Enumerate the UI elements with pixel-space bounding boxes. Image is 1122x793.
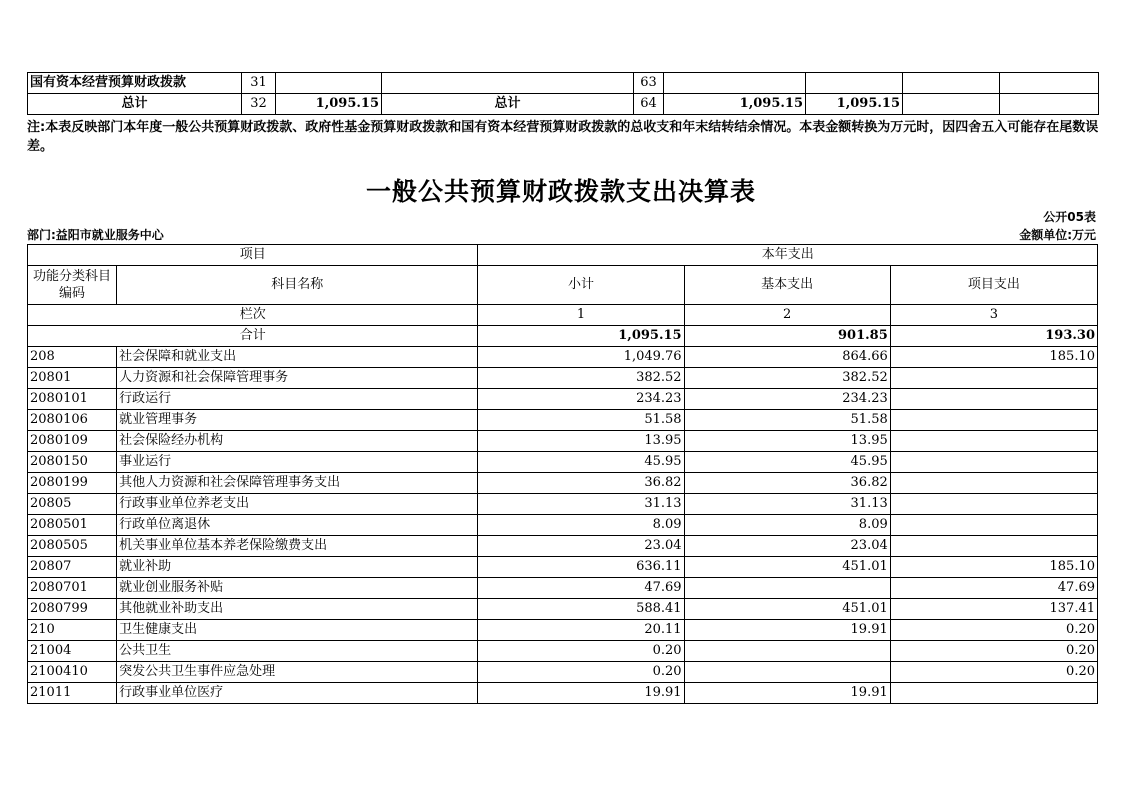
row-name: 就业补助 (117, 557, 478, 578)
row-code: 20805 (28, 494, 117, 515)
table-row (28, 515, 1098, 536)
row-name: 行政运行 (117, 389, 478, 410)
row-code: 2080109 (28, 431, 117, 452)
row-name: 社会保险经办机构 (117, 431, 478, 452)
row-basic: 31.13 (684, 494, 890, 515)
row-value (664, 73, 806, 94)
row-value (903, 73, 1000, 94)
table-row (28, 389, 1098, 410)
table-row (28, 620, 1098, 641)
row-value (903, 94, 1000, 115)
row-label: 总计 (382, 94, 634, 115)
row-code: 210 (28, 620, 117, 641)
row-code: 2080199 (28, 473, 117, 494)
row-basic: 451.01 (684, 599, 890, 620)
row-basic: 8.09 (684, 515, 890, 536)
row-value (806, 73, 903, 94)
table-row (28, 410, 1098, 431)
header-name: 科目名称 (117, 266, 478, 305)
row-subtotal: 23.04 (478, 536, 684, 557)
column-index-row (28, 305, 1098, 326)
row-project: 185.10 (890, 557, 1097, 578)
page-title: 一般公共预算财政拨款支出决算表 (365, 177, 756, 206)
row-code: 2080101 (28, 389, 117, 410)
header-code: 功能分类科目编码 (28, 266, 117, 305)
row-project: 185.10 (890, 347, 1097, 368)
row-basic: 23.04 (684, 536, 890, 557)
row-subtotal: 8.09 (478, 515, 684, 536)
income-expense-summary-table (27, 72, 1099, 115)
table-row (28, 599, 1098, 620)
row-code: 20801 (28, 368, 117, 389)
row-name: 行政事业单位养老支出 (117, 494, 478, 515)
row-project (890, 410, 1097, 431)
row-name: 卫生健康支出 (117, 620, 478, 641)
column-index-label: 栏次 (28, 305, 478, 326)
row-subtotal: 0.20 (478, 641, 684, 662)
row-subtotal: 31.13 (478, 494, 684, 515)
row-subtotal: 51.58 (478, 410, 684, 431)
row-code: 2080106 (28, 410, 117, 431)
row-project: 0.20 (890, 641, 1097, 662)
row-name: 公共卫生 (117, 641, 478, 662)
row-subtotal: 45.95 (478, 452, 684, 473)
table-row (28, 536, 1098, 557)
row-name: 社会保障和就业支出 (117, 347, 478, 368)
row-project (890, 368, 1097, 389)
row-name: 其他人力资源和社会保障管理事务支出 (117, 473, 478, 494)
row-project: 47.69 (890, 578, 1097, 599)
row-project: 0.20 (890, 662, 1097, 683)
column-index: 2 (684, 305, 890, 326)
table-note: 注:本表反映部门本年度一般公共预算财政拨款、政府性基金预算财政拨款和国有资本经营预算财政拨款的总收支和年末结转结余情况。本表金额转换为万元时，因四舍五入可能存在尾数误差。 (27, 120, 1099, 154)
row-basic (684, 578, 890, 599)
row-project (890, 683, 1097, 704)
row-name: 机关事业单位基本养老保险缴费支出 (117, 536, 478, 557)
total-row (28, 326, 1098, 347)
row-subtotal: 234.23 (478, 389, 684, 410)
table-row (28, 683, 1098, 704)
row-label: 总计 (28, 94, 242, 115)
row-basic: 19.91 (684, 683, 890, 704)
row-name: 人力资源和社会保障管理事务 (117, 368, 478, 389)
row-number: 32 (242, 94, 276, 115)
row-basic: 382.52 (684, 368, 890, 389)
row-basic: 451.01 (684, 557, 890, 578)
row-name: 事业运行 (117, 452, 478, 473)
row-subtotal: 20.11 (478, 620, 684, 641)
row-basic: 234.23 (684, 389, 890, 410)
table-row (28, 557, 1098, 578)
table-row (28, 662, 1098, 683)
row-subtotal: 47.69 (478, 578, 684, 599)
amount-unit-label: 金额单位:万元 (1019, 228, 1096, 242)
row-project (890, 389, 1097, 410)
row-code: 2080701 (28, 578, 117, 599)
row-label (382, 73, 634, 94)
row-label: 国有资本经营预算财政拨款 (28, 73, 242, 94)
header-project-expense: 项目支出 (890, 266, 1097, 305)
header-row (28, 266, 1098, 305)
row-code: 2080501 (28, 515, 117, 536)
row-value (276, 73, 382, 94)
row-basic (684, 641, 890, 662)
row-subtotal: 0.20 (478, 662, 684, 683)
row-name: 行政事业单位医疗 (117, 683, 478, 704)
row-number: 64 (634, 94, 664, 115)
row-value: 1,095.15 (664, 94, 806, 115)
total-label: 合计 (28, 326, 478, 347)
row-basic: 51.58 (684, 410, 890, 431)
row-name: 其他就业补助支出 (117, 599, 478, 620)
row-subtotal: 636.11 (478, 557, 684, 578)
row-value: 1,095.15 (276, 94, 382, 115)
table-row (28, 347, 1098, 368)
table-row (28, 473, 1098, 494)
row-code: 2080799 (28, 599, 117, 620)
total-subtotal: 1,095.15 (478, 326, 684, 347)
row-name: 行政单位离退休 (117, 515, 478, 536)
table-row (28, 431, 1098, 452)
header-current-year: 本年支出 (478, 245, 1098, 266)
row-number: 63 (634, 73, 664, 94)
table-row (28, 641, 1098, 662)
row-subtotal: 36.82 (478, 473, 684, 494)
table-row (28, 73, 1099, 94)
header-row (28, 245, 1098, 266)
table-row (28, 578, 1098, 599)
row-code: 2100410 (28, 662, 117, 683)
row-project: 137.41 (890, 599, 1097, 620)
row-basic: 864.66 (684, 347, 890, 368)
row-code: 21004 (28, 641, 117, 662)
header-subtotal: 小计 (478, 266, 684, 305)
row-project (890, 431, 1097, 452)
row-name: 就业管理事务 (117, 410, 478, 431)
table-row (28, 494, 1098, 515)
row-basic: 13.95 (684, 431, 890, 452)
row-project (890, 452, 1097, 473)
row-subtotal: 588.41 (478, 599, 684, 620)
table-row (28, 94, 1099, 115)
row-basic (684, 662, 890, 683)
row-subtotal: 382.52 (478, 368, 684, 389)
row-basic: 45.95 (684, 452, 890, 473)
row-code: 2080505 (28, 536, 117, 557)
row-project (890, 536, 1097, 557)
table-row (28, 452, 1098, 473)
row-value: 1,095.15 (806, 94, 903, 115)
total-basic: 901.85 (684, 326, 890, 347)
row-name: 就业创业服务补贴 (117, 578, 478, 599)
column-index: 1 (478, 305, 684, 326)
department-label: 部门:益阳市就业服务中心 (27, 228, 164, 242)
table-row (28, 368, 1098, 389)
header-basic: 基本支出 (684, 266, 890, 305)
row-subtotal: 19.91 (478, 683, 684, 704)
row-project (890, 494, 1097, 515)
row-code: 208 (28, 347, 117, 368)
row-code: 21011 (28, 683, 117, 704)
row-subtotal: 13.95 (478, 431, 684, 452)
form-code: 公开05表 (1043, 210, 1096, 224)
row-number: 31 (242, 73, 276, 94)
row-code: 2080150 (28, 452, 117, 473)
total-project: 193.30 (890, 326, 1097, 347)
row-code: 20807 (28, 557, 117, 578)
header-project: 项目 (28, 245, 478, 266)
row-name: 突发公共卫生事件应急处理 (117, 662, 478, 683)
column-index: 3 (890, 305, 1097, 326)
row-project: 0.20 (890, 620, 1097, 641)
row-value (1000, 73, 1099, 94)
row-project (890, 515, 1097, 536)
row-value (1000, 94, 1099, 115)
row-basic: 19.91 (684, 620, 890, 641)
row-subtotal: 1,049.76 (478, 347, 684, 368)
row-project (890, 473, 1097, 494)
row-basic: 36.82 (684, 473, 890, 494)
expenditure-table (27, 244, 1098, 704)
